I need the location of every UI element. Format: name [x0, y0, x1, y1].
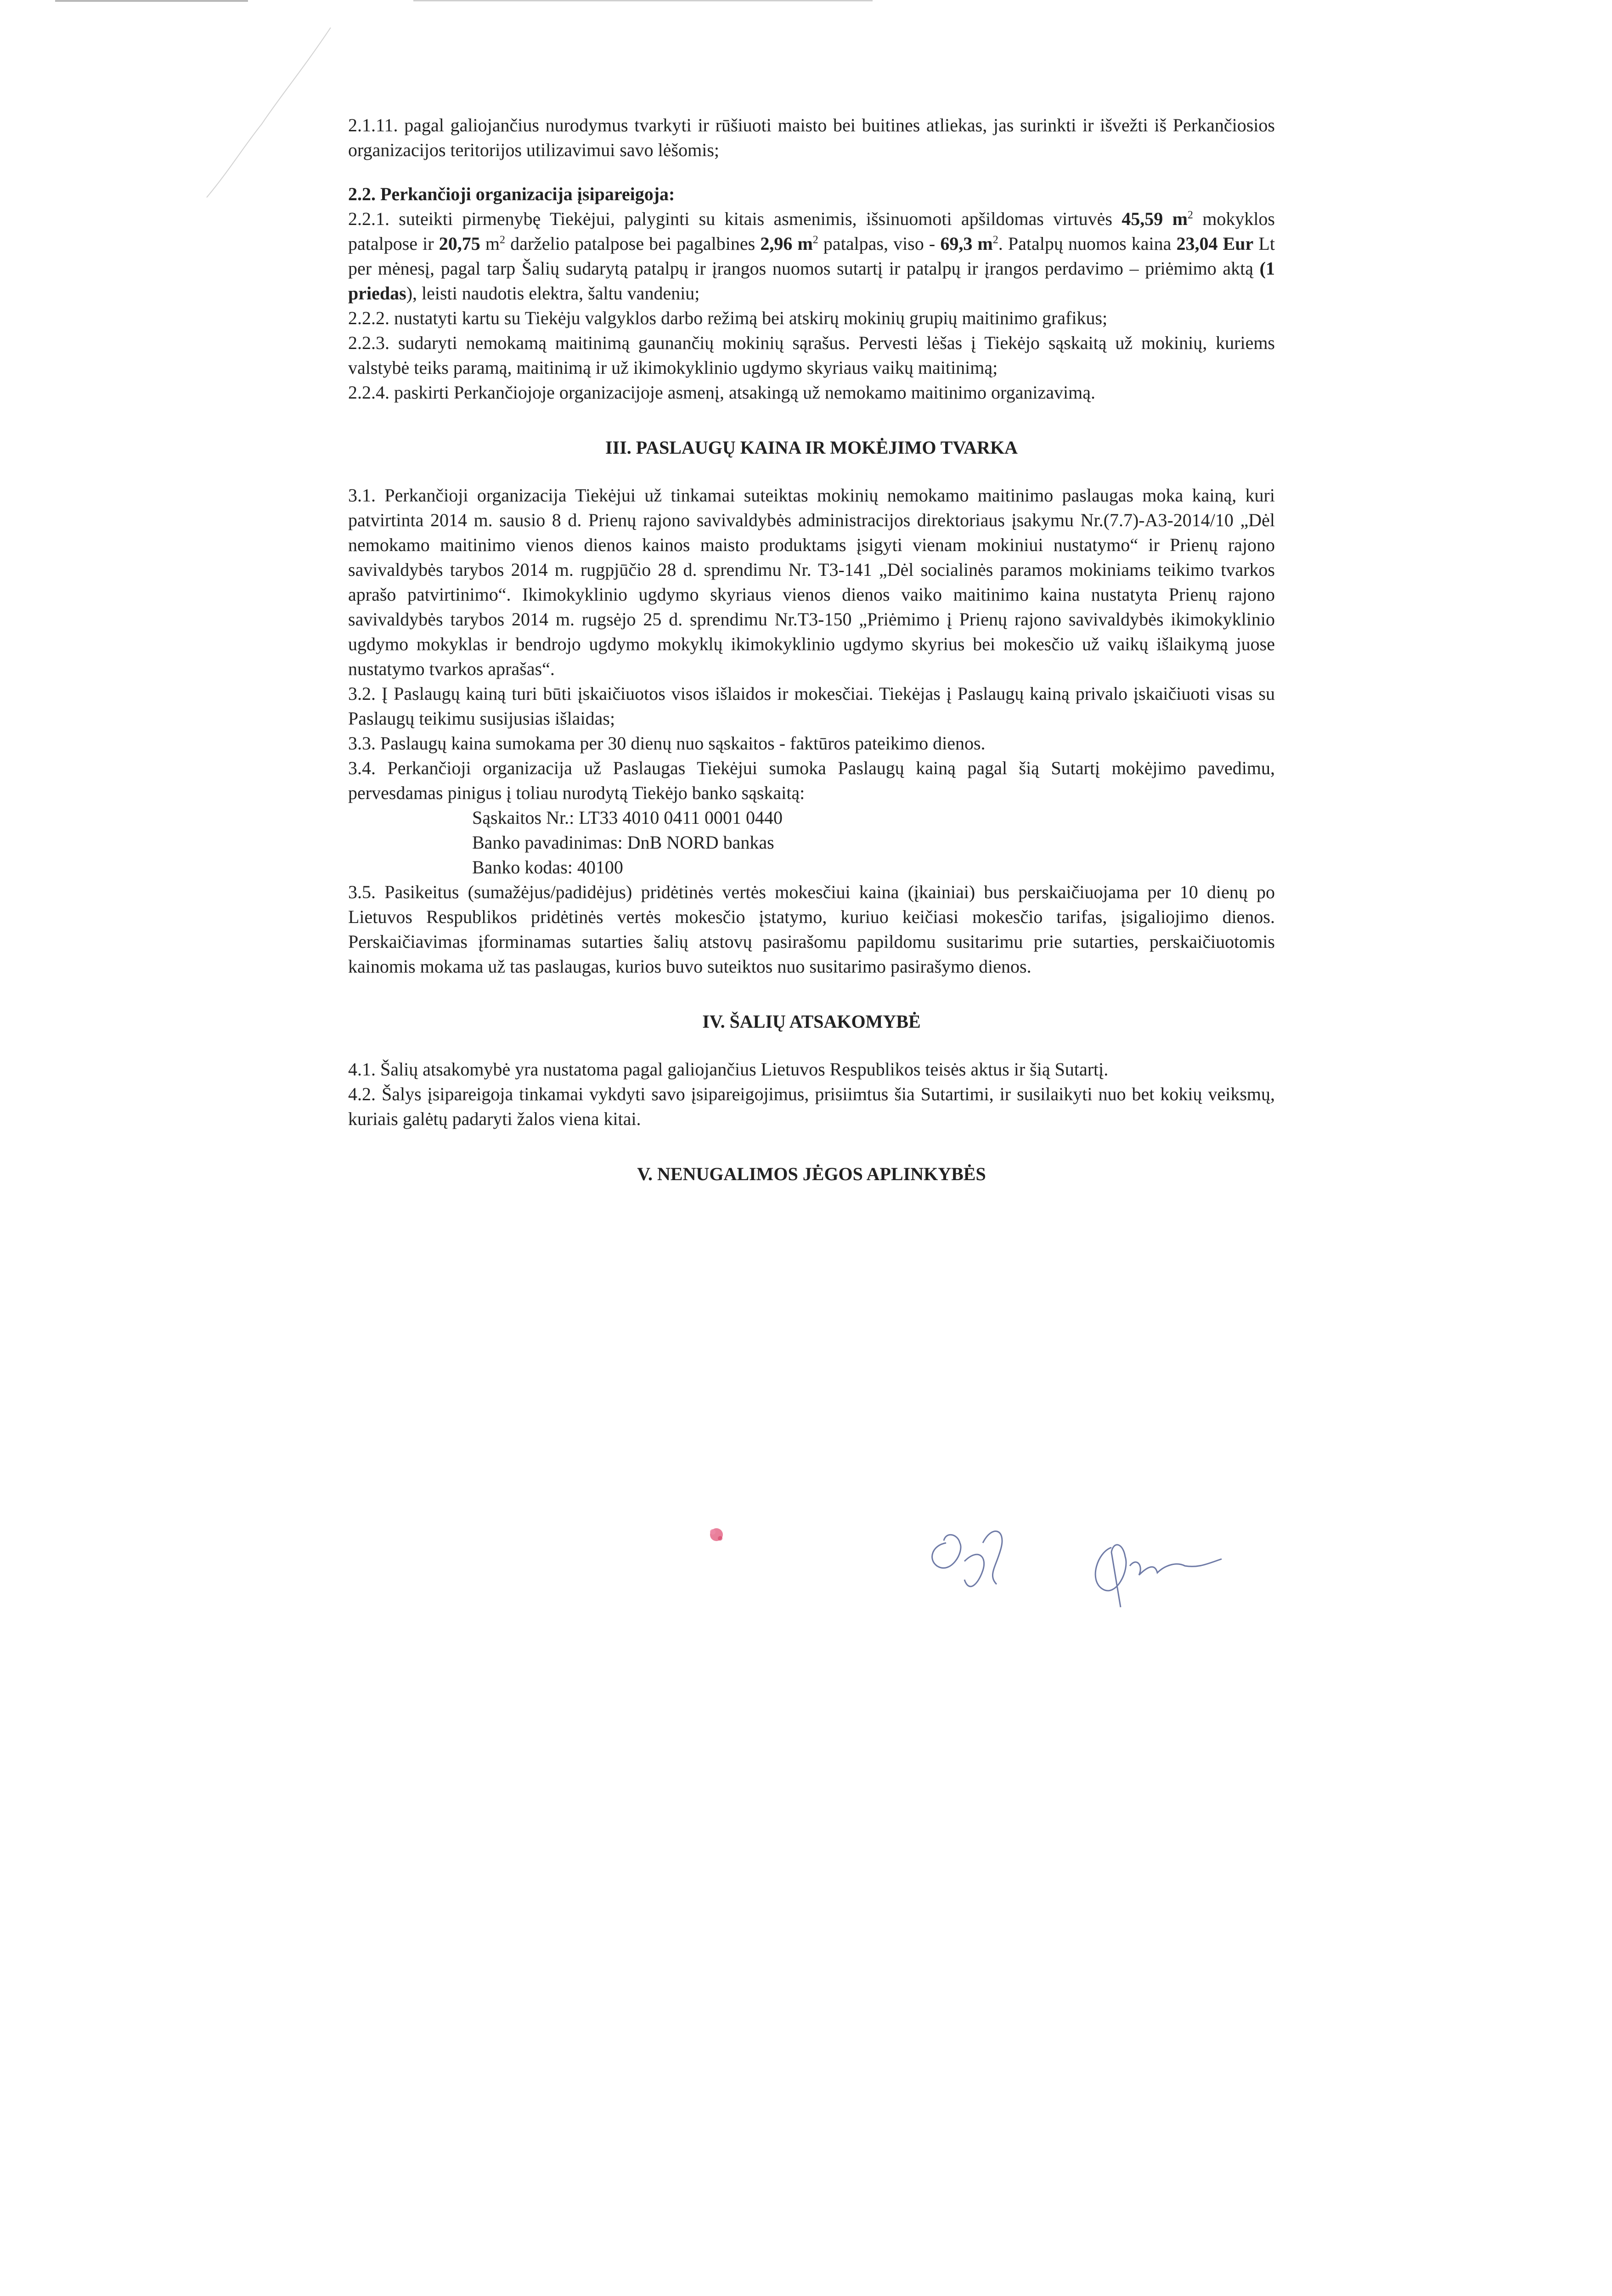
text-fragment: ), leisti naudotis elektra, šaltu vandeniu; — [406, 283, 700, 304]
scan-top-edge — [55, 0, 248, 2]
clause-2-2-heading: 2.2. Perkančioji organizacija įsipareigoja: — [348, 184, 675, 204]
signature-icon — [689, 1515, 1286, 1616]
clause-2-2-3: 2.2.3. sudaryti nemokamą maitinimą gaunančių mokinių sąrašus. Pervesti lėšas į Tiekėjo sąskaitą už mokinių, kuriems valstybė teiks paramą, maitinimą ir už ikimokyklinio ugdymo skyriaus vaikų maitinimą; — [348, 332, 1275, 378]
scan-top-edge — [413, 0, 873, 1]
text-fragment: 2.2.1. suteikti pirmenybę Tiekėjui, palyginti su kitais asmenimis, išsinuomoti apšildomas virtuvės — [348, 208, 1122, 229]
annex-reference: (1 priedas — [348, 258, 1275, 304]
text-fragment: darželio patalpose bei pagalbines — [505, 233, 761, 254]
price-value: 23,04 Eur — [1176, 233, 1254, 254]
area-value: 45,59 m — [1122, 208, 1188, 229]
text-fragment: m — [480, 233, 500, 254]
clause-3-5: 3.5. Pasikeitus (sumažėjus/padidėjus) pridėtinės vertės mokesčiui kaina (įkainiai) bus perskaičiuojama per 10 dienų po Lietuvos Respublikos pridėtinės vertės mokesčio įstatymo, kuriuo keičiasi mokesčio tarifas, įsigaliojimo dienos. Perskaičiavimas įforminamas sutarties šalių atstovų pasirašomu papildomu susitarimu prie sutarties, perskaičiuotomis kainomis mokama už tas paslaugas, kurios buvo suteiktos nuo susitarimo pasirašymo dienos. — [348, 882, 1275, 977]
superscript: 2 — [499, 234, 505, 246]
text-fragment: Lt per mėnesį, pagal tarp Šalių sudarytą patalpų ir įrangos nuomos sutartį ir patalpų ir įrangos perdavimo – priėmimo aktą — [348, 233, 1275, 279]
section-heading-3: III. PASLAUGŲ KAINA IR MOKĖJIMO TVARKA — [605, 437, 1018, 458]
section-heading-5: V. NENUGALIMOS JĖGOS APLINKYBĖS — [637, 1164, 986, 1184]
clause-2-2-2: 2.2.2. nustatyti kartu su Tiekėju valgyklos darbo režimą bei atskirų mokinių grupių maitinimo grafikus; — [348, 308, 1108, 328]
bank-name: Banko pavadinimas: DnB NORD bankas — [472, 832, 774, 853]
document-page — [348, 113, 1275, 1210]
area-value: 20,75 — [439, 233, 480, 254]
clause-2-2-4: 2.2.4. paskirti Perkančiojoje organizacijoje asmenį, atsakingą už nemokamo maitinimo organizavimą. — [348, 382, 1095, 403]
clause-3-4: 3.4. Perkančioji organizacija už Paslaugas Tiekėjui sumoka Paslaugų kainą pagal šią Sutartį mokėjimo pavedimu, pervesdamas pinigus į toliau nurodytą Tiekėjo banko sąskaitą: — [348, 758, 1275, 803]
clause-4-2: 4.2. Šalys įsipareigoja tinkamai vykdyti savo įsipareigojimus, prisiimtus šia Sutartimi, ir susilaikyti nuo bet kokių veiksmų, kuriais galėtų padaryti žalos viena kitai. — [348, 1084, 1275, 1129]
superscript: 2 — [992, 234, 998, 246]
clause-2-2-1 — [348, 207, 1275, 306]
clause-2-1-11: 2.1.11. pagal galiojančius nurodymus tvarkyti ir rūšiuoti maisto bei buitines atliekas, jas surinkti ir išvežti iš Perkančiosios organizacijos teritorijos utilizavimui savo lėšomis; — [348, 115, 1275, 160]
section-heading-4: IV. ŠALIŲ ATSAKOMYBĖ — [702, 1011, 921, 1032]
area-value: 69,3 m — [940, 233, 993, 254]
fold-line-icon — [202, 28, 340, 202]
superscript: 2 — [1187, 209, 1193, 221]
bank-code: Banko kodas: 40100 — [472, 857, 623, 878]
clause-3-1: 3.1. Perkančioji organizacija Tiekėjui už tinkamai suteiktas mokinių nemokamo maitinimo paslaugas moka kainą, kuri patvirtinta 2014 m. sausio 8 d. Prienų rajono savivaldybės administracijos direktoriaus įsakymu Nr.(7.7)-A3-2014/10 „Dėl nemokamo maitinimo vienos dienos kainos maisto produktams įsigyti vienam mokiniui nustatymo“ ir Prienų rajono savivaldybės tarybos 2014 m. rugpjūčio 28 d. sprendimu Nr. T3-141 „Dėl socialinės paramos mokiniams teikimo tvarkos aprašo patvirtinimo“. Ikimokyklinio ugdymo skyriaus vienos dienos vaiko maitinimo kaina nustatyta Prienų rajono savivaldybės tarybos 2014 m. rugsėjo 25 d. sprendimu Nr.T3-150 „Priėmimo į Prienų rajono savivaldybės ikimokyklinio ugdymo mokyklas ir bendrojo ugdymo mokyklų ikimokyklinio ugdymo skyrius bei mokesčio už vaikų išlaikymą juose nustatymo tvarkos aprašas“. — [348, 485, 1275, 679]
bank-account-number: Sąskaitos Nr.: LT33 4010 0411 0001 0440 — [472, 807, 783, 828]
text-fragment: mokyklos patalpose ir — [348, 208, 1275, 254]
text-fragment: . Patalpų nuomos kaina — [998, 233, 1177, 254]
text-fragment: patalpas, viso - — [818, 233, 941, 254]
superscript: 2 — [812, 234, 818, 246]
clause-3-2: 3.2. Į Paslaugų kainą turi būti įskaičiuotos visos išlaidos ir mokesčiai. Tiekėjas į Paslaugų kainą privalo įskaičiuoti visas su Paslaugų teikimu susijusias išlaidas; — [348, 683, 1275, 729]
clause-4-1: 4.1. Šalių atsakomybė yra nustatoma pagal galiojančius Lietuvos Respublikos teisės aktus ir šią Sutartį. — [348, 1059, 1109, 1080]
clause-3-3: 3.3. Paslaugų kaina sumokama per 30 dienų nuo sąskaitos - faktūros pateikimo dienos. — [348, 733, 986, 754]
clause-2-2-title — [348, 182, 1275, 207]
area-value: 2,96 m — [760, 233, 813, 254]
